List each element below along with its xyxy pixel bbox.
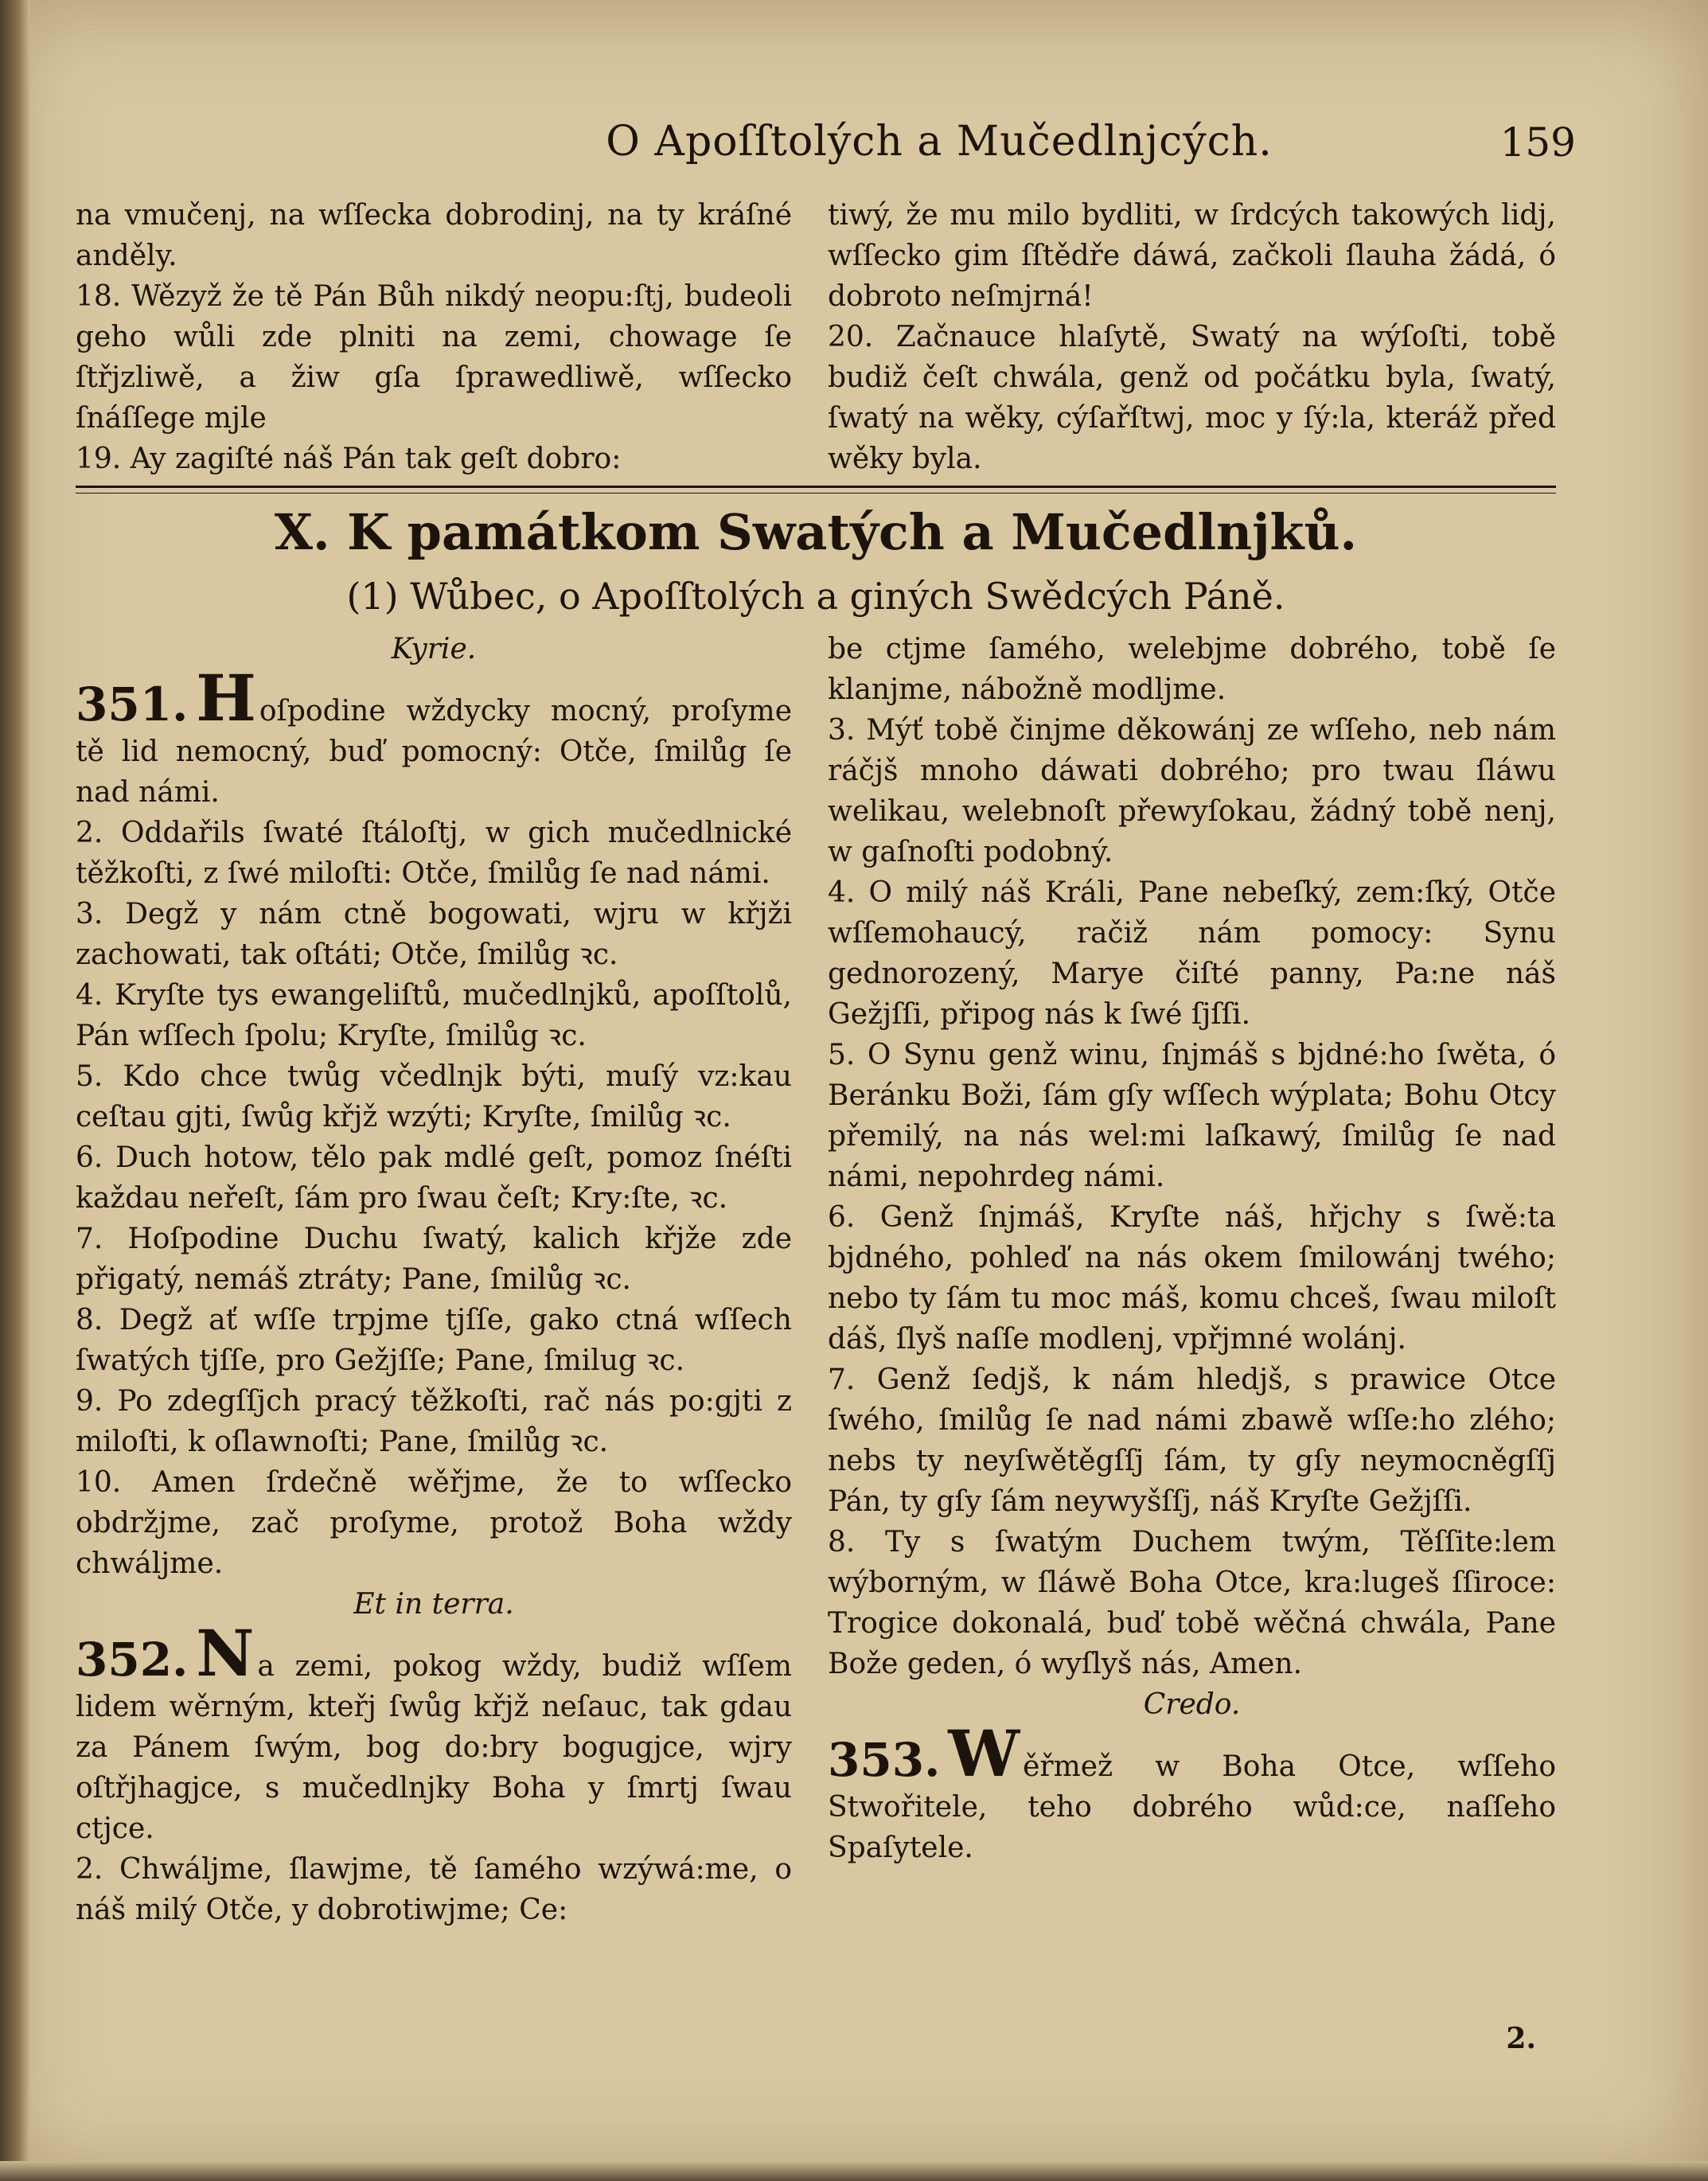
- top-left-column: [76, 195, 792, 479]
- verse: 2. Chwáljme, ſlawjme, tě ſamého wzýwá:me, o náš milý Otče, y dobrotiwjme; Ce:: [76, 1853, 792, 1926]
- verse: 7. Hoſpodine Duchu ſwatý, kalich křjže zde přigatý, nemáš ztráty; Pane, ſmilůg ꝛc.: [76, 1223, 792, 1296]
- verse: 4. Kryſte tys ewangeliſtů, mučedlnjků, apoſſtolů, Pán wſſech ſpolu; Kryſte, ſmilůg ꝛc.: [76, 979, 792, 1052]
- verse-text: a zemi, pokog wždy, budiž wſſem lidem wěrným, kteřj ſwůg křjž neſauc, tak gdau za Pánem ſwým, bog do:bry bogugjce, wjry oſtřjhagjce, s mučedlnjky Boha y ſmrtj ſwau ctjce.: [76, 1650, 792, 1845]
- page-number: 159: [1499, 119, 1576, 166]
- verse: 5. Kdo chce twůg včedlnjk býti, muſý vz:kau ceſtau gjti, ſwůg křjž wzýti; Kryſte, ſmilůg ꝛc.: [76, 1060, 792, 1133]
- hymn-heading: Et in terra.: [353, 1588, 514, 1621]
- paragraph: na vmučenj, na wſſecka dobrodinj, na ty kráſné anděly.: [76, 199, 792, 272]
- paragraph: 18. Wězyž že tě Pán Bůh nikdý neopu:ſtj, budeoli geho wůli zde plniti na zemi, chowage ſe ſtřjzliwě, a žiw gſa ſprawedliwě, wſſecko ſnáſſege mjle: [76, 280, 792, 435]
- running-head: O Apoſſtolých a Mučedlnjcých.: [606, 118, 1273, 166]
- verse: 5. O Synu genž winu, ſnjmáš s bjdné:ho ſwěta, ó Beránku Boži, ſám gſy wſſech wýplata; Bohu Otcy přemilý, na nás wel:mi laſkawý, ſmilůg ſe nad námi, nepohrdeg námi.: [828, 1039, 1556, 1193]
- paragraph: tiwý, že mu milo bydliti, w ſrdcých takowých lidj, wſſecko gim ſſtědře dáwá, začkoli ſlauha žádá, ó dobroto neſmjrná!: [828, 199, 1556, 313]
- drop-cap: H: [196, 661, 256, 735]
- verse: be ctjme ſamého, welebjme dobrého, tobě ſe klanjme, nábožně modljme.: [828, 633, 1556, 706]
- top-right-column: [828, 195, 1556, 479]
- verse-text: ěřmež w Boha Otce, wſſeho Stwořitele, teho dobrého wůd:ce, naſſeho Spaſytele.: [828, 1750, 1556, 1864]
- drop-cap: N: [196, 1616, 255, 1691]
- verse: 8. Ty s ſwatým Duchem twým, Těſſite:lem wýborným, w ſláwě Boha Otce, kra:lugeš ſſiroce: Trogice dokonalá, buď tobě wěčná chwála, Pane Bože geden, ó wyſlyš nás, Amen.: [828, 1526, 1556, 1680]
- right-column: [828, 629, 1556, 1868]
- hymn-heading: Kyrie.: [391, 633, 477, 665]
- page-bottom-edge: [0, 2161, 1708, 2181]
- hymn-353: [828, 1716, 1556, 1868]
- verse: 10. Amen ſrdečně wěřjme, že to wſſecko obdržjme, zač proſyme, protož Boha wždy chwáljme.: [76, 1466, 792, 1580]
- subsection-title: (1) Wůbec, o Apoſſtolých a giných Swědcých Páně.: [346, 575, 1285, 618]
- catchword: 2.: [1506, 2022, 1536, 2055]
- verse: 6. Genž ſnjmáš, Kryſte náš, hřjchy s ſwě:ta bjdného, pohleď na nás okem ſmilowánj twého; nebo ty ſám tu moc máš, komu chceš, ſwau miloſt dáš, ſlyš naſſe modlenj, vpřjmné wolánj.: [828, 1201, 1556, 1356]
- verse: 4. O milý náš Králi, Pane nebeſký, zem:ſký, Otče wſſemohaucý, račiž nám pomocy: Synu gednorozený, Marye čiſté panny, Pa:ne náš Gežjſſi, připog nás k ſwé ſjſſi.: [828, 876, 1556, 1031]
- verse: 6. Duch hotow, tělo pak mdlé geſt, pomoz ſnéſti každau neřeſt, ſám pro ſwau čeſt; Kry:ſte, ꝛc.: [76, 1141, 792, 1215]
- verse: 9. Po zdegſſjch pracý těžkoſti, rač nás po:gjti z miloſti, k oſlawnoſti; Pane, ſmilůg ꝛc.: [76, 1385, 792, 1458]
- paragraph: 20. Začnauce hlaſytě, Swatý na wýſoſti, tobě budiž čeſt chwála, genž od počátku byla, ſwatý, ſwatý na wěky, cýſařſtwj, moc y ſý:la, kteráž před wěky byla.: [828, 321, 1556, 475]
- verse: 7. Genž ſedjš, k nám hledjš, s prawice Otce ſwého, ſmilůg ſe nad námi zbawě wſſe:ho zlého; nebs ty neyſwětěgſſj ſám, ty gſy neymocněgſſj Pán, ty gſy ſám neywyšſſj, náš Kryſte Gežjſſi.: [828, 1364, 1556, 1518]
- verse: 3. Mýť tobě činjme děkowánj ze wſſeho, neb nám ráčjš mnoho dáwati dobrého; pro twau ſláwu welikau, welebnoſt přewyſokau, žádný tobě nenj, w gaſnoſti podobný.: [828, 714, 1556, 868]
- hymn-heading: Credo.: [1143, 1688, 1241, 1721]
- verse: 3. Degž y nám ctně bogowati, wjru w křjži zachowati, tak oſtáti; Otče, ſmilůg ꝛc.: [76, 898, 792, 971]
- section-divider: [76, 486, 1556, 494]
- hymn-number: 352.: [76, 1633, 189, 1687]
- verse: 2. Oddařils ſwaté ſtáloſtj, w gich mučedlnické těžkoſti, z ſwé miloſti: Otče, ſmilůg ſe nad námi.: [76, 817, 792, 890]
- hymn-number: 351.: [76, 677, 189, 732]
- verse-text: oſpodine wždycky mocný, proſyme tě lid nemocný, buď pomocný: Otče, ſmilůg ſe nad námi.: [76, 695, 792, 809]
- hymn-number: 353.: [828, 1733, 941, 1787]
- hymn-352: [76, 1616, 792, 1849]
- left-column: [76, 629, 792, 1930]
- drop-cap: W: [948, 1716, 1020, 1791]
- section-title: X. K památkom Swatých a Mučedlnjků.: [274, 503, 1358, 561]
- verse: 8. Degž ať wſſe trpjme tjſſe, gako ctná wſſech ſwatých tjſſe, pro Gežjſſe; Pane, ſmilug ꝛc.: [76, 1304, 792, 1377]
- hymn-351: [76, 661, 792, 813]
- book-spine: [0, 0, 30, 2181]
- paragraph: 19. Ay zagiſté náš Pán tak geſt dobro:: [76, 443, 622, 475]
